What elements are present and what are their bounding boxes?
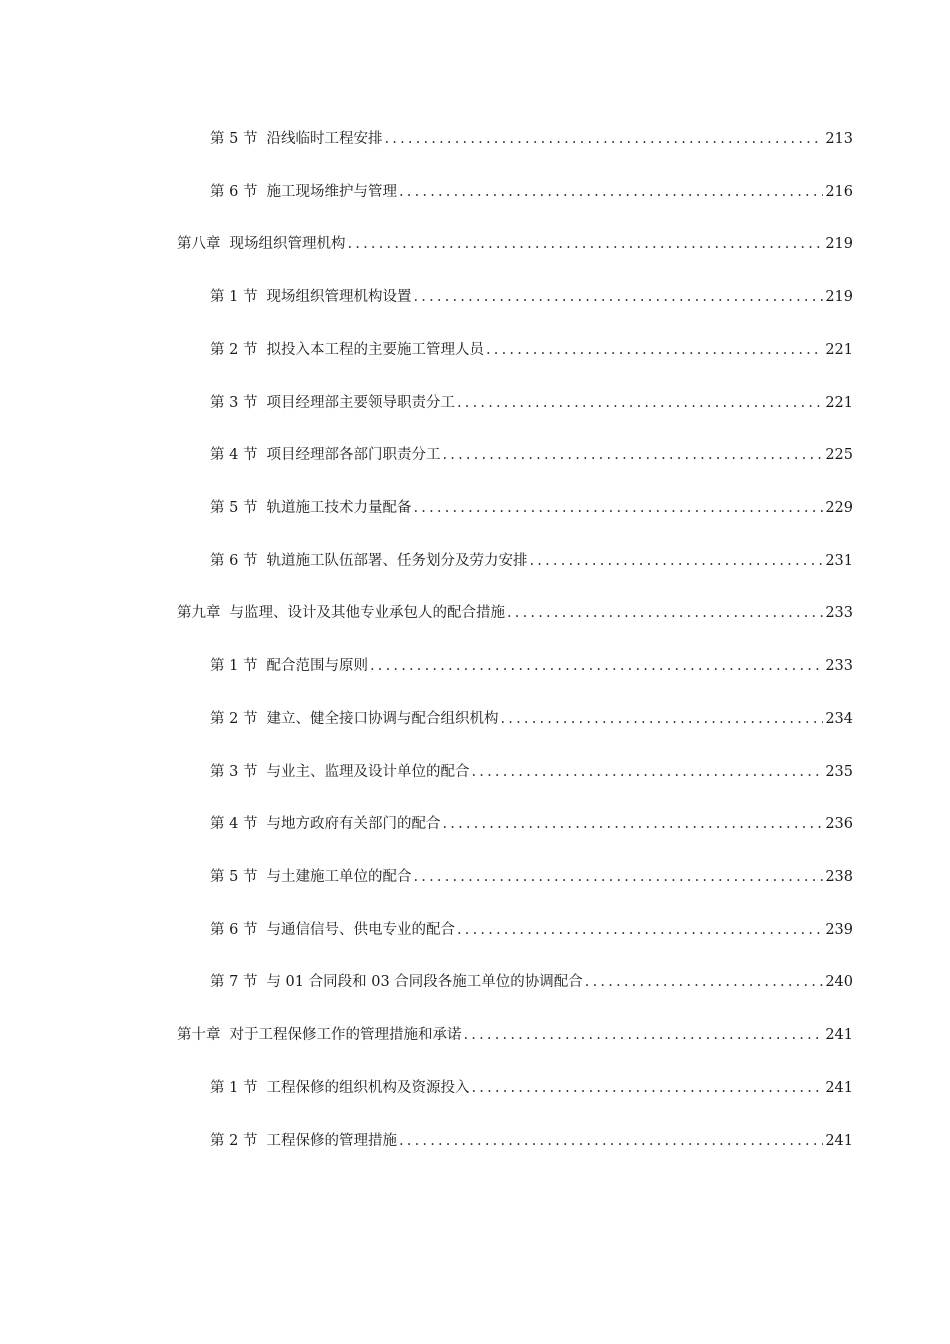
toc-entry-title: 配合范围与原则 (266, 658, 368, 674)
toc-entry[interactable] (210, 338, 853, 362)
toc-entry-title: 施工现场维护与管理 (266, 184, 397, 200)
toc-entry-number: 第 1 节 (210, 289, 258, 305)
toc-entry-page: 231 (825, 553, 853, 569)
toc-entry-number: 第 2 节 (210, 1133, 258, 1149)
toc-entry-page: 219 (825, 289, 853, 305)
toc-entry[interactable] (210, 127, 853, 151)
dot-leader (440, 812, 823, 836)
toc-entry-title: 现场组织管理机构设置 (266, 289, 412, 305)
toc-entry[interactable] (210, 391, 853, 415)
toc-entry-page: 238 (825, 869, 853, 885)
dot-leader (505, 601, 823, 625)
dot-leader (382, 127, 823, 151)
toc-entry-title: 与地方政府有关部门的配合 (266, 816, 441, 832)
toc-chapter-entry[interactable] (177, 232, 853, 256)
dot-leader (469, 1076, 823, 1100)
dot-leader (346, 232, 824, 256)
toc-entry[interactable] (210, 865, 853, 889)
dot-leader (527, 549, 823, 573)
toc-entry[interactable] (210, 1129, 853, 1153)
toc-entry-number: 第 1 节 (210, 658, 258, 674)
toc-chapter-number: 第八章 (177, 236, 221, 252)
toc-chapter-entry[interactable] (177, 601, 853, 625)
dot-leader (397, 1129, 823, 1153)
toc-entry[interactable] (210, 549, 853, 573)
toc-entry-number: 第 4 节 (210, 447, 258, 463)
toc-entry-title: 轨道施工技术力量配备 (266, 500, 412, 516)
toc-chapter-number: 第九章 (177, 605, 221, 621)
toc-entry-page: 241 (825, 1080, 853, 1096)
toc-chapter-entry[interactable] (177, 1023, 853, 1047)
toc-entry[interactable] (210, 760, 853, 784)
toc-entry-number: 第 3 节 (210, 764, 258, 780)
dot-leader (411, 285, 823, 309)
toc-entry[interactable] (210, 180, 853, 204)
toc-entry[interactable] (210, 918, 853, 942)
toc-entry-number: 第 5 节 (210, 500, 258, 516)
dot-leader (583, 970, 824, 994)
toc-entry[interactable] (210, 285, 853, 309)
toc-entry-title: 与业主、监理及设计单位的配合 (266, 764, 470, 780)
dot-leader (411, 496, 823, 520)
toc-entry[interactable] (210, 496, 853, 520)
toc-chapter-title: 对于工程保修工作的管理措施和承诺 (229, 1027, 462, 1043)
toc-entry-title: 与土建施工单位的配合 (266, 869, 412, 885)
toc-entry-number: 第 7 节 (210, 974, 258, 990)
dot-leader (397, 180, 823, 204)
toc-entry-page: 225 (825, 447, 853, 463)
toc-entry-title: 沿线临时工程安排 (266, 131, 383, 147)
toc-entry-page: 234 (825, 711, 853, 727)
toc-entry-page: 236 (825, 816, 853, 832)
toc-entry[interactable] (210, 443, 853, 467)
toc-entry[interactable] (210, 812, 853, 836)
toc-entry-title: 工程保修的组织机构及资源投入 (266, 1080, 470, 1096)
toc-entry-page: 241 (825, 1133, 853, 1149)
toc-entry[interactable] (210, 654, 853, 678)
toc-entry-number: 第 3 节 (210, 395, 258, 411)
toc-entry-number: 第 6 节 (210, 922, 258, 938)
dot-leader (484, 338, 823, 362)
toc-entry-page: 216 (825, 184, 853, 200)
toc-entry-title: 建立、健全接口协调与配合组织机构 (266, 711, 499, 727)
toc-entry-title: 拟投入本工程的主要施工管理人员 (266, 342, 484, 358)
dot-leader (440, 443, 823, 467)
toc-entry-number: 第 2 节 (210, 342, 258, 358)
toc-entry-title: 项目经理部主要领导职责分工 (266, 395, 455, 411)
toc-entry-number: 第 1 节 (210, 1080, 258, 1096)
toc-entry-number: 第 5 节 (210, 131, 258, 147)
toc-entry-number: 第 6 节 (210, 184, 258, 200)
dot-leader (368, 654, 823, 678)
toc-entry-page: 221 (825, 342, 853, 358)
toc-entry-title: 与通信信号、供电专业的配合 (266, 922, 455, 938)
toc-entry-page: 221 (825, 395, 853, 411)
dot-leader (469, 760, 823, 784)
toc-entry-page: 233 (825, 605, 853, 621)
toc-entry-number: 第 5 节 (210, 869, 258, 885)
toc-entry[interactable] (210, 707, 853, 731)
dot-leader (455, 918, 823, 942)
toc-entry-page: 241 (825, 1027, 853, 1043)
toc-entry[interactable] (210, 1076, 853, 1100)
toc-entry-title: 轨道施工队伍部署、任务划分及劳力安排 (266, 553, 528, 569)
toc-entry-page: 233 (825, 658, 853, 674)
toc-entry[interactable] (210, 970, 853, 994)
toc-entry-page: 239 (825, 922, 853, 938)
toc-chapter-title: 现场组织管理机构 (229, 236, 346, 252)
toc-entry-page: 213 (825, 131, 853, 147)
toc-chapter-title: 与监理、设计及其他专业承包人的配合措施 (229, 605, 505, 621)
toc-entry-number: 第 4 节 (210, 816, 258, 832)
toc-entry-page: 240 (825, 974, 853, 990)
toc-entry-title: 项目经理部各部门职责分工 (266, 447, 441, 463)
toc-chapter-number: 第十章 (177, 1027, 221, 1043)
dot-leader (455, 391, 823, 415)
dot-leader (462, 1023, 824, 1047)
toc-entry-page: 229 (825, 500, 853, 516)
toc-entry-number: 第 6 节 (210, 553, 258, 569)
dot-leader (498, 707, 823, 731)
toc-entry-number: 第 2 节 (210, 711, 258, 727)
toc-entry-page: 235 (825, 764, 853, 780)
toc-entry-title: 与 01 合同段和 03 合同段各施工单位的协调配合 (266, 974, 583, 990)
toc-entry-page: 219 (825, 236, 853, 252)
dot-leader (411, 865, 823, 889)
toc-entry-title: 工程保修的管理措施 (266, 1133, 397, 1149)
